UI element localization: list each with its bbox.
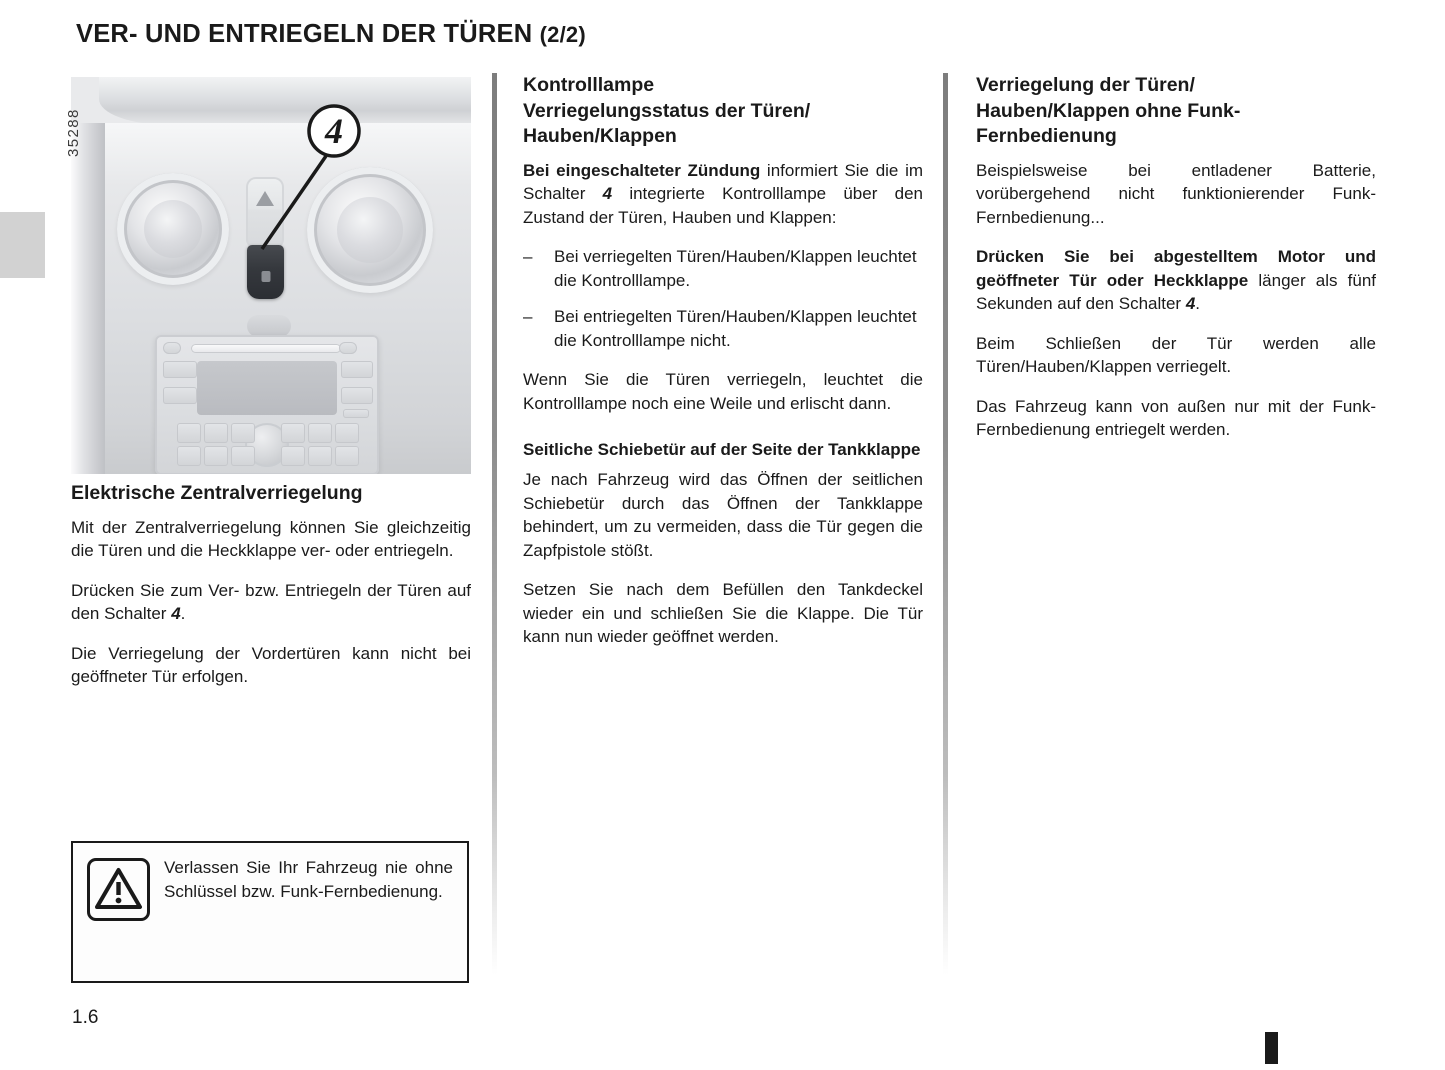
callout-number: 4 (325, 111, 343, 151)
page-title (76, 20, 586, 49)
right-paragraph-4: Das Fahrzeug kann von außen nur mit der Funk-Fernbedienung entriegelt werden. (976, 396, 1376, 439)
right-paragraph-1: Beispielsweise bei entladener Batterie, vorübergehend nicht funktionierender Funk-Fernbedienung... (976, 160, 1376, 227)
right-paragraph-2 (976, 245, 1376, 316)
warning-box (71, 841, 469, 983)
left-paragraph-2-post: . (180, 604, 186, 623)
list-item (523, 245, 923, 292)
middle-intro-mid: informiert Sie die im Schalter (523, 160, 924, 203)
right-paragraph-2-post: . (1195, 294, 1201, 313)
middle-subheading: Seitliche Schiebetür auf der Seite der Tankklappe (523, 440, 921, 459)
left-paragraph-2-pre: Drücken Sie zum Ver- bzw. Entriegeln der Türen auf den Schalter (71, 580, 471, 623)
chapter-corner-mark (1265, 1032, 1278, 1064)
middle-intro-paragraph (523, 159, 923, 230)
right-heading-line-2: Hauben/Klappen ohne Funk- (976, 99, 1241, 122)
middle-paragraph-2: Setzen Sie nach dem Befüllen den Tankdeckel wieder ein und schließen Sie die Klappe. Die Tür kann nun wieder geöffnet werden. (523, 580, 923, 646)
column-left (71, 481, 471, 689)
page-title-main: VER- UND ENTRIEGELN DER TÜREN (76, 20, 533, 48)
middle-paragraph-after-bullets: Wenn Sie die Türen verriegeln, leuchtet die Kontrolllampe noch eine Weile und erlischt dann. (523, 370, 923, 413)
bullet-text: Bei entriegelten Türen/Hauben/Klappen leuchtet die Kontrolllampe nicht. (554, 307, 917, 350)
right-heading-line-1: Verriegelung der Türen/ (976, 74, 1195, 96)
middle-intro-ref: 4 (602, 184, 613, 203)
callout-leader-line (262, 156, 326, 249)
right-paragraph-2-mid: länger als fünf Sekunden auf den Schalter (976, 270, 1376, 313)
page-number: 1.6 (72, 1007, 99, 1028)
left-paragraph-3: Die Verriegelung der Vordertüren kann nicht bei geöffneter Tür erfolgen. (71, 643, 471, 686)
list-item (523, 305, 923, 352)
middle-intro-bold: Bei eingeschalteter Zündung (523, 160, 761, 180)
figure-reference-number: 35288 (65, 108, 82, 157)
bullet-dash: – (523, 307, 533, 326)
right-paragraph-2-bold: Drücken Sie bei abgestelltem Motor und geöffneter Tür oder Heckklappe (976, 247, 1376, 290)
column-divider-left (492, 73, 497, 975)
middle-heading-line-1: Kontrolllampe (523, 74, 655, 96)
left-paragraph-1: Mit der Zentralverriegelung können Sie gleichzeitig die Türen und die Heckklappe ver- oder entriegeln. (71, 517, 471, 560)
middle-heading-line-2: Verriegelungsstatus der Türen/ (523, 99, 811, 122)
left-paragraph-2 (71, 579, 471, 626)
column-right (976, 73, 1376, 442)
right-heading (976, 73, 1376, 150)
warning-text: Verlassen Sie Ihr Fahrzeug nie ohne Schlüssel bzw. Funk-Fernbedienung. (164, 858, 453, 901)
left-heading: Elektrische Zentralverriegelung (71, 482, 363, 504)
page-title-part: (2/2) (539, 22, 586, 47)
right-heading-line-3: Fernbedienung (976, 125, 1117, 147)
middle-heading-line-3: Hauben/Klappen (523, 125, 677, 147)
middle-heading (523, 73, 923, 150)
middle-paragraph-1: Je nach Fahrzeug wird das Öffnen der seitlichen Schiebetür durch das Öffnen der Tankklappe behindert, um zu vermeiden, dass die Tür gegen die Zapfpistole stößt. (523, 470, 923, 560)
column-divider-right (943, 73, 948, 975)
figure-callout-overlay (71, 77, 471, 474)
bullet-dash: – (523, 247, 533, 266)
middle-intro-post: integrierte Kontrolllampe über den Zustand der Türen, Hauben und Klappen: (523, 184, 923, 227)
column-middle (523, 73, 923, 649)
right-paragraph-2-ref: 4 (1185, 294, 1196, 313)
dashboard-center-console-photo (71, 77, 471, 474)
figure-dashboard (65, 77, 471, 474)
chapter-edge-tab (0, 212, 45, 278)
warning-triangle-icon (87, 858, 150, 921)
bullet-text: Bei verriegelten Türen/Hauben/Klappen leuchtet die Kontrolllampe. (554, 247, 917, 290)
right-paragraph-3: Beim Schließen der Tür werden alle Türen/Hauben/Klappen verriegelt. (976, 333, 1376, 376)
middle-bullet-list (523, 245, 923, 352)
left-paragraph-2-ref: 4 (171, 604, 181, 623)
